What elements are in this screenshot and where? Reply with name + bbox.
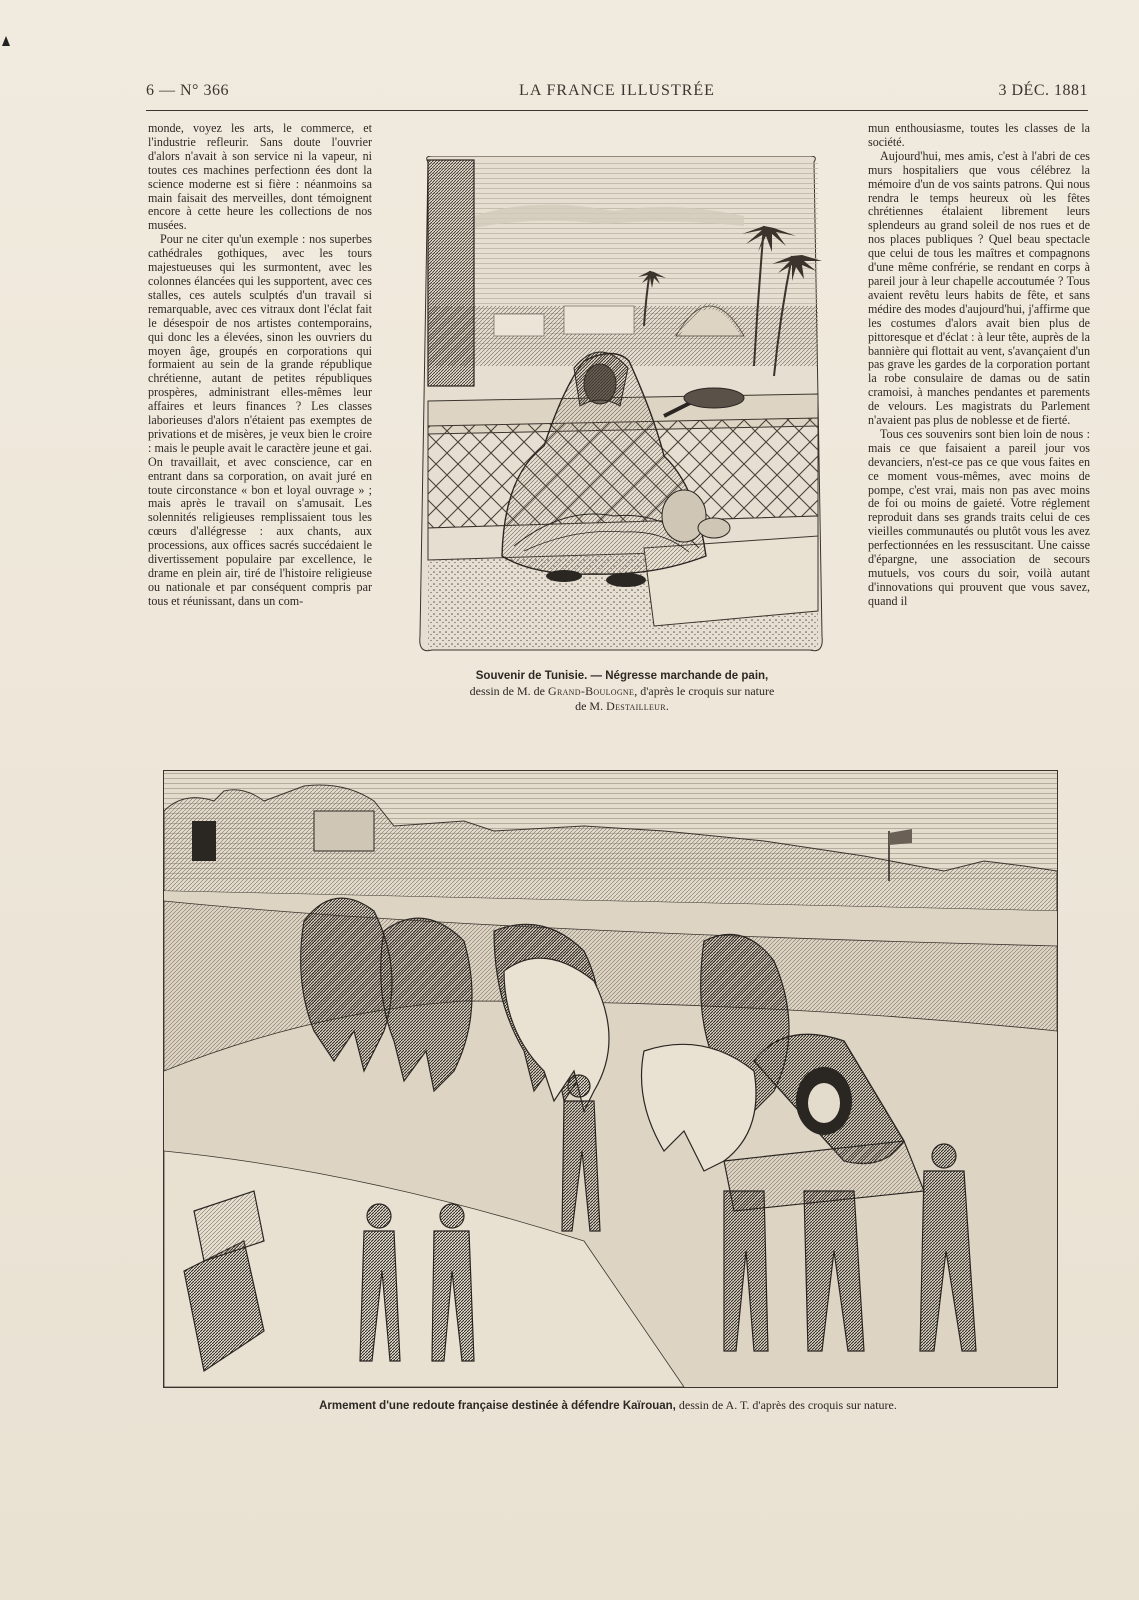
redoubt-engraving xyxy=(163,770,1058,1388)
figure-caption-bread-seller xyxy=(408,668,836,714)
paragraph: Tous ces souvenirs sont bien loin de nous : mais ce que faisaient a pareil jour vos devanciers, n'est-ce pas ce que vous faites en ce moment vous-mêmes, avec moins de pompe, c'est vrai, mais non pas avec moins de foi ou moins de gaieté. Votre réglement reproduit dans ses grands traits celui de ces vieilles communautés ou plutôt vous les avez perfectionnées en les ressuscitant. Une caisse d'épargne, une association de secours mutuels, vos cours du soir, voilà autant d'innovations qui prouvent que vous savez, quand il xyxy=(868,426,1090,608)
header-rule xyxy=(146,110,1088,111)
caption-source: Destailleur xyxy=(606,699,666,713)
caption-text: dessin de M. de xyxy=(469,684,545,698)
caption-text: , d'après le croquis sur nature xyxy=(634,684,775,698)
paragraph: mun enthousiasme, toutes les classes de la société. xyxy=(868,121,1090,149)
engraving-illustration xyxy=(164,771,1057,1387)
newspaper-title: LA FRANCE ILLUSTRÉE xyxy=(519,82,715,99)
caption-text: de M. xyxy=(575,699,604,713)
caption-artist: Grand-Boulogne xyxy=(548,684,635,698)
bread-seller-engraving xyxy=(414,156,828,654)
caption-title: Souvenir de Tunisie. — Négresse marchande de pain, xyxy=(475,670,769,682)
page-corner-mark xyxy=(2,36,10,46)
figure-caption-redoubt xyxy=(160,1398,1056,1413)
paragraph: monde, voyez les arts, le commerce, et l'industrie refleurir. Sans doute l'ouvrier d'alors n'avait à son service ni la vapeur, ni toutes ces machines perfectionn ées dont la science moderne est si fière : néanmoins sa main faisait des merveilles, dont témoignent encore à cette heure les collections de nos musées. xyxy=(148,121,372,233)
left-text-column xyxy=(148,122,372,609)
page-header xyxy=(146,82,1088,106)
engraving-illustration xyxy=(414,156,828,654)
caption-text: dessin de A. T. d'après des croquis sur nature. xyxy=(678,1398,897,1412)
paragraph: Pour ne citer qu'un exemple : nos superbes cathédrales gothiques, avec les tours majestueuses qui les surmontent, avec les colonnes élancées qui les supportent, avec ces stalles, ces autels sculptés d'un travail si remarquable, avec ces vitraux dont l'éclat fait le désespoir de nos artistes contemporains, qui donc les a élevées, sinon les ouvriers du moyen âge, groupés en corporations qui formaient au sein de la grande république chrétienne, autant de petites républiques prospères, administrant elles-mêmes leur affaires et leurs finances ? Les classes laborieuses d'alors n'étaient pas exemptes de privations et de misères, je veux bien le croire : mais le peuple avait le caractère jeune et gai. On travaillait, et avec conscience, car en entrant dans sa corporation, on avait juré en toute circonstance « bon et loyal ouvrage » ; mais après le travail on s'amusait. Les solennités religieuses remplissaient tous les cœurs d'allégresse : aux chants, aux processions, aux offices sacrés succédaient le divertissement populaire par excellence, le drame en plein air, tiré de l'histoire religieuse ou nationale et par conséquent compris par tous et réunissant, dans un com- xyxy=(148,232,372,608)
right-text-column xyxy=(868,122,1090,609)
caption-text: . xyxy=(665,699,669,713)
issue-number: 6 — N° 366 xyxy=(146,82,229,99)
issue-date: 3 DÉC. 1881 xyxy=(998,82,1088,99)
paragraph: Aujourd'hui, mes amis, c'est à l'abri de ces murs hospitaliers que vous célébrez la mémoire d'un de vos saints patrons. Qui nous rendra le temps heureux où les fêtes chrétiennes étalaient librement leurs splendeurs au grand soleil de nos rues et de nos places publiques ? Quel beau spectacle que celui de tous les maîtres et compagnons d'une même confrérie, se rendant en corps à pareil jour à leur chapelle accoutumée ? Tous avaient revêtu leurs habits de fête, et sans médire des modes d'aujourd'hui, j'affirme que les costumes d'alors avait bien plus de pittoresque et d'éclat : à leur tête, auprès de la bannière qui flottait au vent, s'avançaient d'un pas grave les gardes de la corporation portant la robe consulaire de damas ou de satin cramoisi, à manches pendantes et parements de velours. Les magistrats du Parlement n'avaient pas plus de noblesse et de fierté. xyxy=(868,148,1090,428)
caption-title: Armement d'une redoute française destinée à défendre Kaïrouan, xyxy=(319,1400,676,1412)
